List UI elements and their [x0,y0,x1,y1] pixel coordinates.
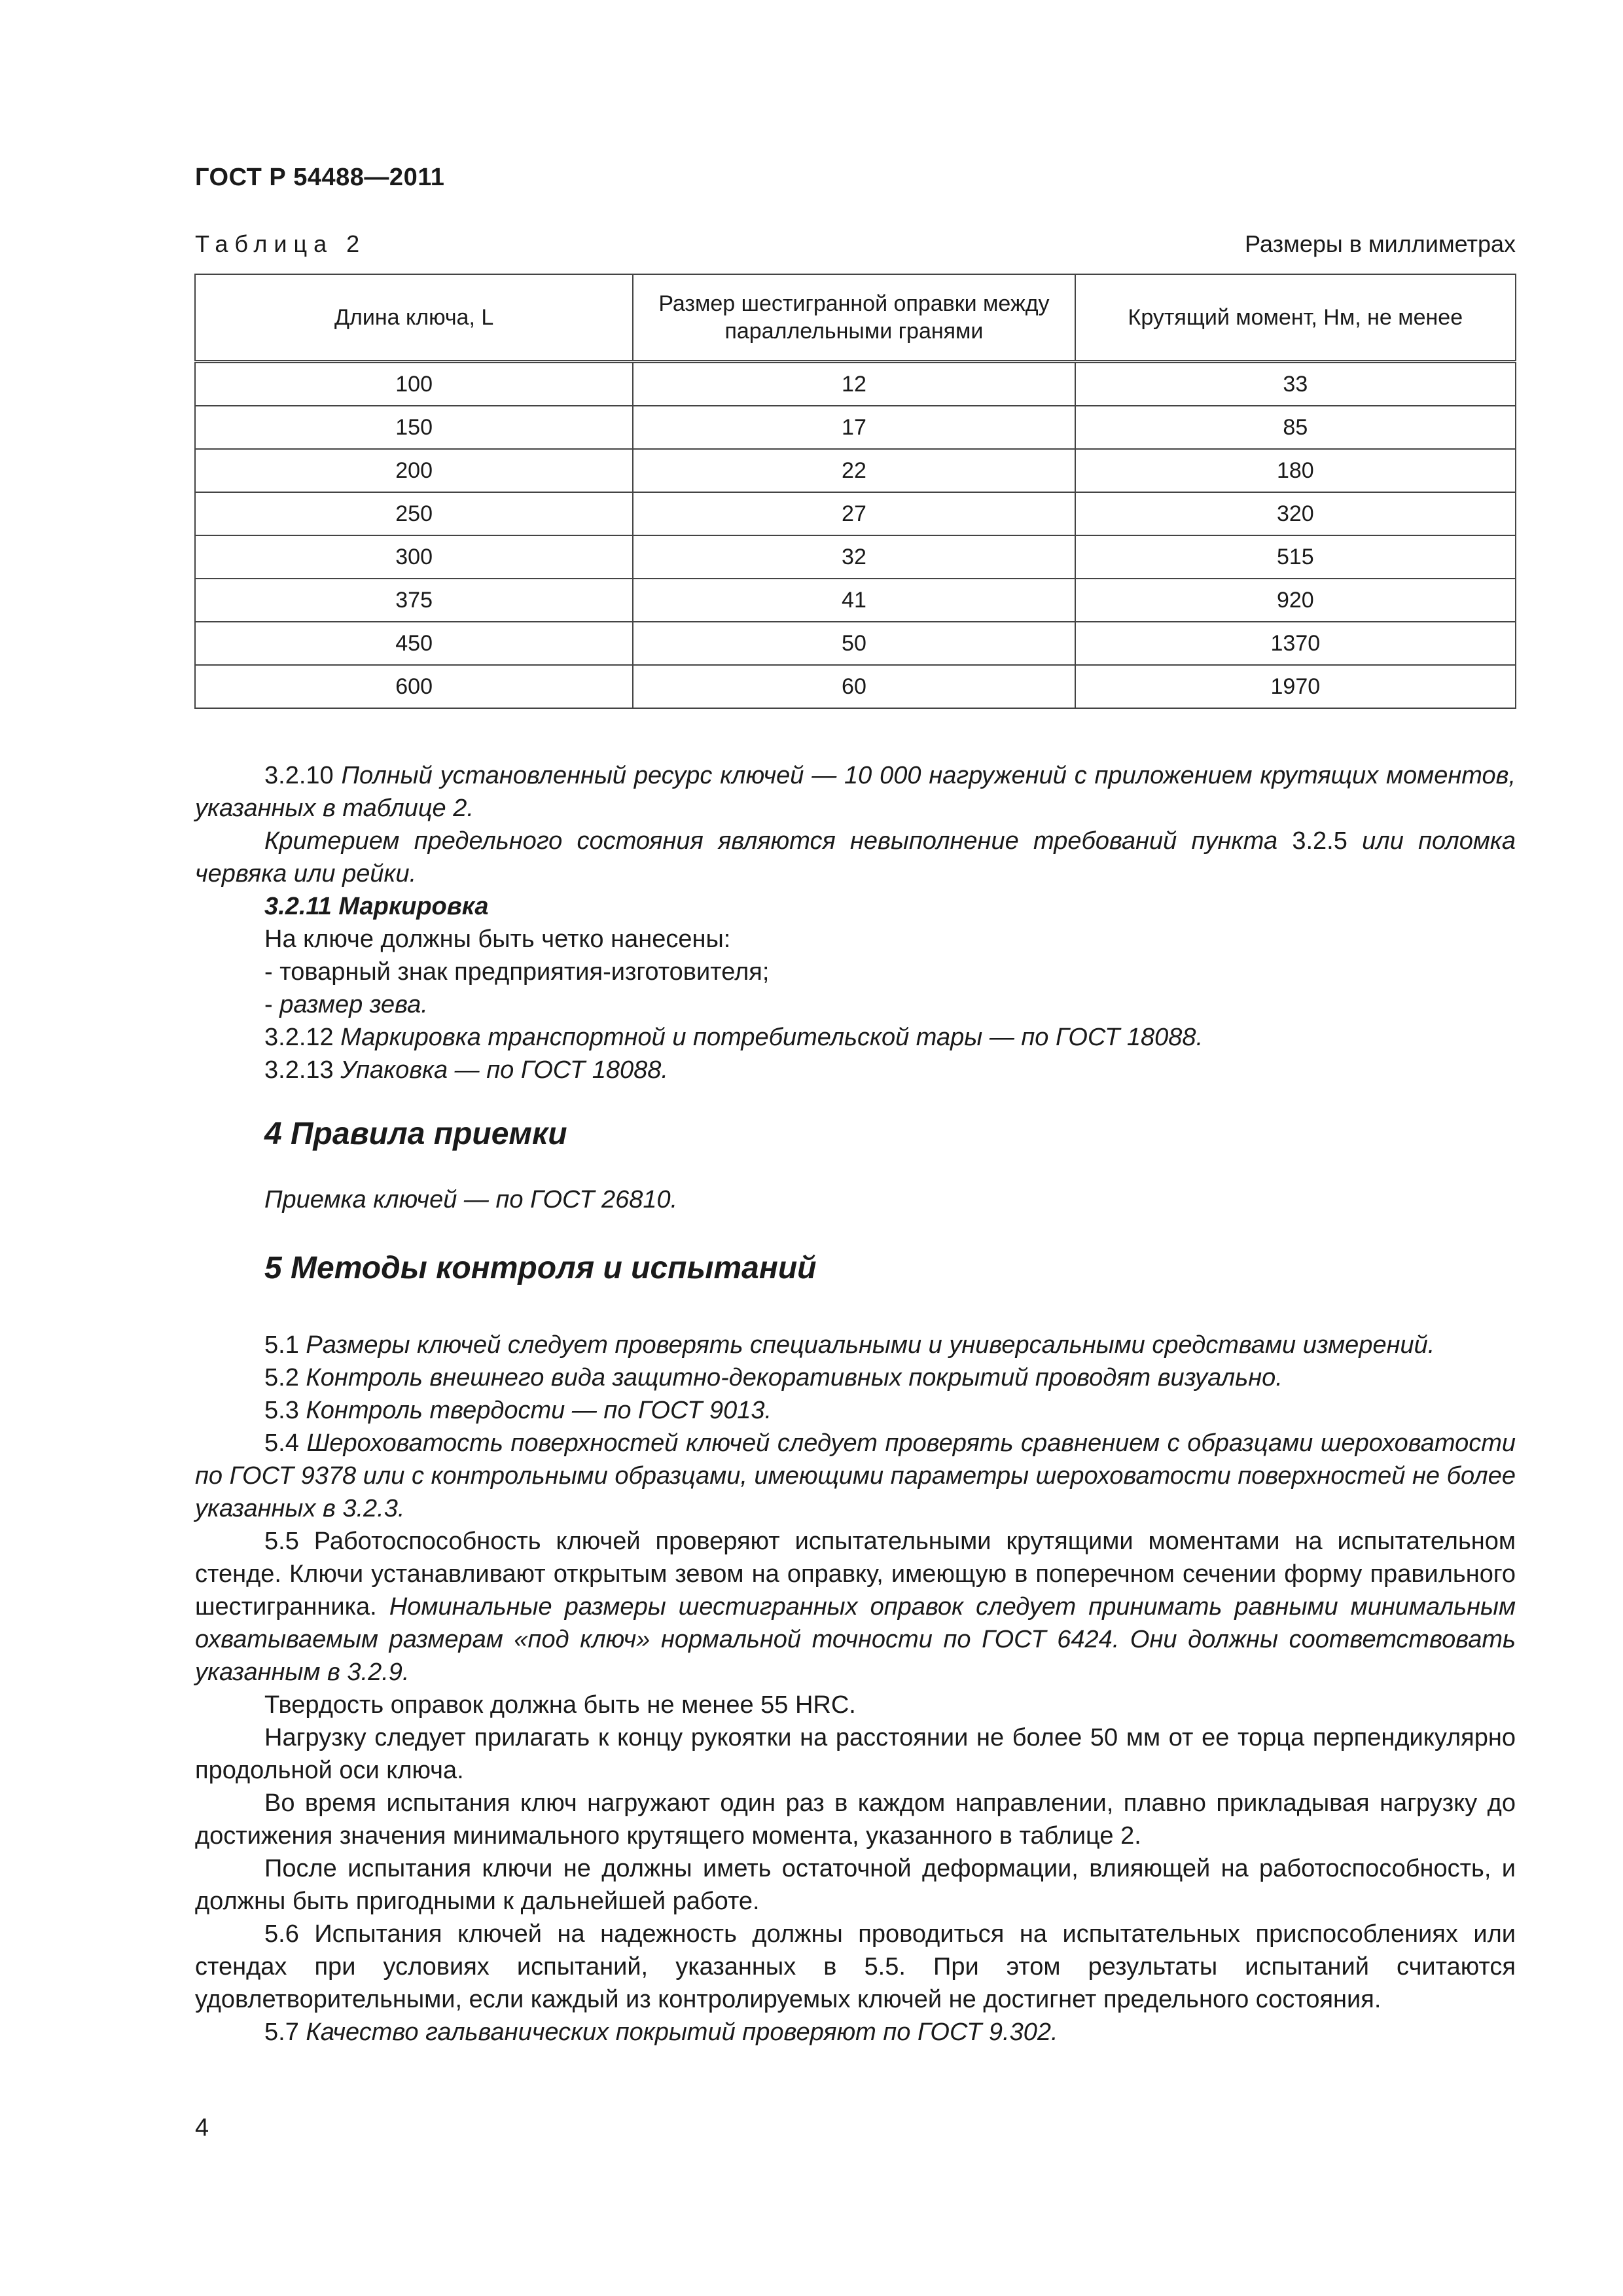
table-cell: 150 [195,406,633,449]
clause-text: Качество гальванических покрытий проверяют по ГОСТ 9.302. [306,2018,1058,2046]
table-cell: 200 [195,449,633,492]
clause-number: 3.2.13 [264,1056,334,1084]
marking-item-text: размер зева. [279,991,428,1018]
table-cell: 1370 [1075,622,1516,665]
clause-text: Работоспособность ключей проверяют испытательными крутящими моментами на испытательном стенде. Ключи устанавливают открытым зевом на оправку, имеющую в поперечном сечении форму правильного шестигранника. [195,1528,1516,1621]
paragraph-5-4 [195,1427,1516,1525]
marking-item: - товарный знак предприятия-изготовителя; [264,958,770,986]
paragraph-5-7 [195,2016,1516,2049]
dimensions-table [194,274,1516,709]
clause-number: 5.5 [264,1528,299,1555]
section-3-continued [195,759,1516,1086]
clause-title-marking: 3.2.11 Маркировка [264,893,489,920]
clause-text: Испытания ключей на надежность должны проводиться на испытательных приспособлениях или стендах при условиях испытаний, указанных в 5.5. При этом результаты испытаний считаются удовлетворительными, если каждый из контролируемых ключей не достигнет предельного состояния. [195,1920,1516,2013]
table-header-row [195,274,1516,362]
paragraph-5-1 [195,1329,1516,1361]
table-cell: 100 [195,362,633,406]
table-cell: 1970 [1075,665,1516,708]
table-cell: 27 [633,492,1075,535]
table-cell: 17 [633,406,1075,449]
clause-text: Размеры ключей следует проверять специальными и универсальными средствами измерений. [306,1331,1435,1359]
column-header-torque: Крутящий момент, Нм, не менее [1075,274,1516,362]
section-5-body [195,1329,1516,2049]
document-code-header: ГОСТ Р 54488—2011 [195,164,445,191]
table-cell: 515 [1075,535,1516,579]
clause-number: 5.3 [264,1397,299,1424]
clause-number: 3.2.10 [264,762,334,789]
table-cell: 300 [195,535,633,579]
table-cell: 12 [633,362,1075,406]
clause-text: Критерием предельного состояния являются невыполнение требований пункта [264,827,1278,855]
table-cell: 250 [195,492,633,535]
table-cell: 85 [1075,406,1516,449]
clause-reference: 3.2.5 [1292,827,1347,855]
list-dash: - [264,991,273,1018]
table-caption: Таблица 2 [195,230,366,257]
table-caption-row [195,230,1516,258]
table-row [195,492,1516,535]
table-cell: 920 [1075,579,1516,622]
column-header-mandrel-size: Размер шестигранной оправки между параллельными гранями [633,274,1075,362]
table-cell: 22 [633,449,1075,492]
section-4-title: 4 Правила приемки [264,1117,567,1151]
table-row [195,622,1516,665]
table-cell: 32 [633,535,1075,579]
clause-number: 5.7 [264,2018,299,2046]
marking-intro: На ключе должны быть четко нанесены: [264,925,731,953]
table-units-note: Размеры в миллиметрах [1245,230,1516,257]
clause-text: или поломка червяка или рейки. [195,827,1516,888]
clause-text: Полный установленный ресурс ключей — 10 000 нагружений с приложением крутящих моментов, указанных в таблице 2. [195,762,1516,822]
clause-text: Упаковка — по ГОСТ 18088. [340,1056,668,1084]
clause-number: 5.1 [264,1331,299,1359]
section-5-title: 5 Методы контроля и испытаний [264,1251,817,1285]
table-cell: 41 [633,579,1075,622]
table-cell: 33 [1075,362,1516,406]
table-cell: 375 [195,579,633,622]
table-row [195,449,1516,492]
paragraph-3-2-12 [195,1021,1516,1054]
clause-text: Маркировка транспортной и потребительской тары — по ГОСТ 18088. [340,1024,1204,1051]
clause-number: 3.2.12 [264,1024,334,1051]
clause-text: Шероховатость поверхностей ключей следует проверять сравнением с образцами шероховатости по ГОСТ 9378 или с контрольными образцами, имеющими параметры шероховатости поверхностей не более указанных в 3.2.3. [195,1429,1516,1522]
clause-text: Контроль внешнего вида защитно-декоративных покрытий проводят визуально. [306,1364,1283,1391]
table-row [195,406,1516,449]
clause-number: 5.2 [264,1364,299,1391]
paragraph-5-6 [195,1918,1516,2016]
column-header-key-length: Длина ключа, L [195,274,633,362]
table-row [195,362,1516,406]
table-row [195,665,1516,708]
acceptance-text: Приемка ключей — по ГОСТ 26810. [264,1186,678,1213]
clause-number: 5.4 [264,1429,299,1457]
clause-number: 5.6 [264,1920,299,1948]
paragraph-limit-state-criterion [195,825,1516,890]
paragraph-mandrel-hardness: Твердость оправок должна быть не менее 55 HRC. [264,1691,856,1719]
page-number: 4 [195,2114,209,2142]
paragraph-after-test: После испытания ключи не должны иметь остаточной деформации, влияющей на работоспособность, и должны быть пригодными к дальнейшей работе. [195,1855,1516,1915]
table-row [195,579,1516,622]
paragraph-loading-procedure: Во время испытания ключ нагружают один раз в каждом направлении, плавно прикладывая нагрузку до достижения значения минимального крутящего момента, указанного в таблице 2. [195,1789,1516,1850]
paragraph-load-application: Нагрузку следует прилагать к концу рукоятки на расстоянии не более 50 мм от ее торца перпендикулярно продольной оси ключа. [195,1724,1516,1784]
clause-text: Номинальные размеры шестигранных оправок следует принимать равными минимальным охватываемым размерам «под ключ» нормальной точности по ГОСТ 6424. Они должны соответствовать указанным в 3.2.9. [195,1593,1516,1686]
table-row [195,535,1516,579]
table-cell: 180 [1075,449,1516,492]
paragraph-5-5 [195,1525,1516,1689]
clause-text: Контроль твердости — по ГОСТ 9013. [306,1397,772,1424]
marking-item [195,988,1516,1021]
paragraph-5-3 [195,1394,1516,1427]
section-4-body [195,1183,1516,1216]
table-cell: 600 [195,665,633,708]
paragraph-3-2-13 [195,1054,1516,1086]
table-cell: 320 [1075,492,1516,535]
table-cell: 450 [195,622,633,665]
table-cell: 60 [633,665,1075,708]
paragraph-5-2 [195,1361,1516,1394]
paragraph-3-2-10 [195,759,1516,825]
table-cell: 50 [633,622,1075,665]
